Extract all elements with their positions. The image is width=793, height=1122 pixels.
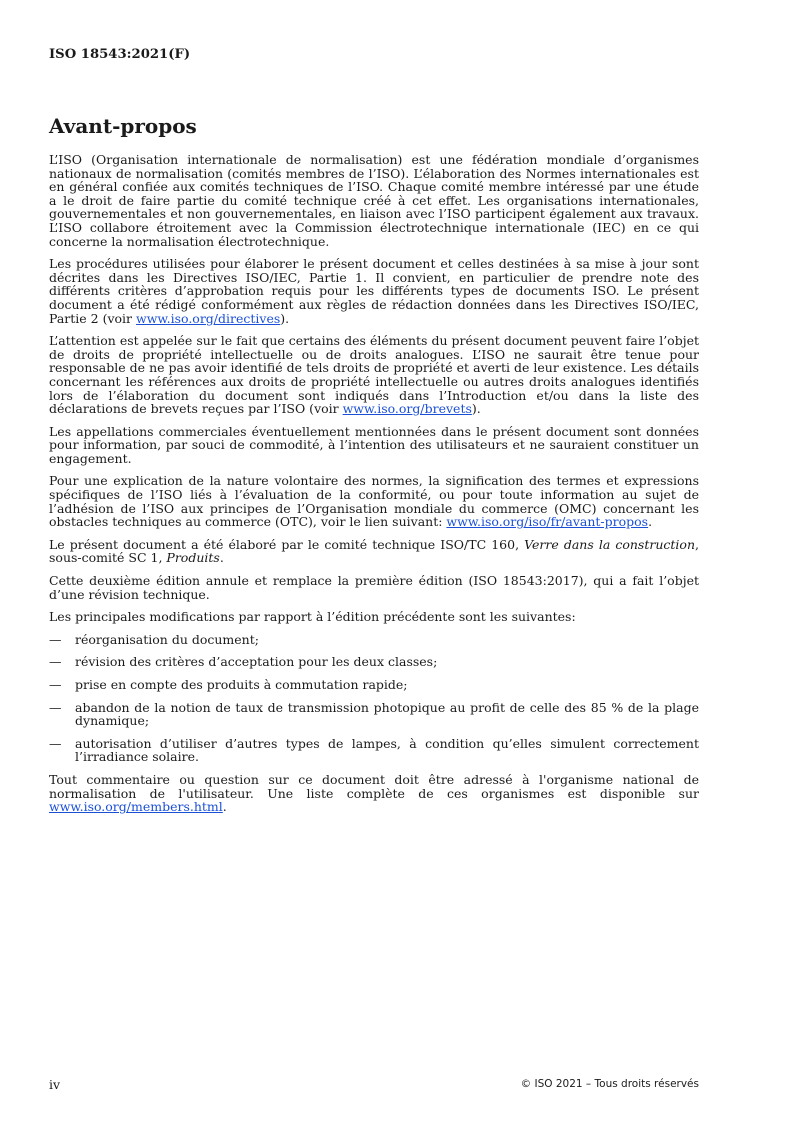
foreword-body — [49, 153, 699, 823]
members-link[interactable]: www.iso.org/members.html — [49, 799, 223, 815]
paragraph-5 — [49, 474, 699, 528]
list-item — [49, 737, 699, 764]
paragraph-5-end: . — [648, 514, 653, 530]
paragraph-2 — [49, 257, 699, 325]
list-item — [49, 655, 699, 669]
paragraph-6 — [49, 538, 699, 565]
paragraph-6-mid: , sous-comité SC 1, — [49, 536, 699, 566]
page-number: iv — [49, 1077, 61, 1092]
list-item-text: révision des critères d’acceptation pour les deux classes; — [75, 654, 438, 670]
paragraph-5-text: Pour une explication de la nature volontaire des normes, la signification des termes et expressions spécifiques de l’ISO liés à l’évaluation de la conformité, ou pour toute information au sujet de l’adhésion de l’ISO aux principes de l’Organisation mondiale du commerce (OMC) concernant les obstacles techniques au commerce (OTC), voir le lien suivant: — [49, 473, 699, 530]
list-item — [49, 633, 699, 647]
paragraph-3 — [49, 334, 699, 416]
document-id: ISO 18543:2021(F) — [49, 47, 191, 62]
paragraph-6-text: Le présent document a été élaboré par le comité technique ISO/TC 160, — [49, 536, 525, 552]
list-item-text: autorisation d’utiliser d’autres types de lampes, à condition qu’elles simulent correctement l’irradiance solaire. — [75, 735, 699, 765]
list-item-text: abandon de la notion de taux de transmission photopique au profit de celle des 85 % de la plage dynamique; — [75, 699, 699, 729]
list-item-text: prise en compte des produits à commutation rapide; — [75, 677, 408, 692]
paragraph-8: Les principales modifications par rapport à l’édition précédente sont les suivantes: — [49, 609, 576, 625]
paragraph-9-end: . — [222, 799, 227, 815]
subcommittee-name: Produits — [166, 550, 220, 566]
paragraph-9-text: Tout commentaire ou question sur ce document doit être adressé à l'organisme national de normalisation de l'utilisateur. Une liste complète de ces organismes est disponible sur — [49, 771, 699, 801]
list-item — [49, 678, 699, 692]
foreword-link[interactable]: www.iso.org/iso/fr/avant-propos — [446, 514, 649, 530]
directives-link[interactable]: www.iso.org/directives — [136, 310, 281, 326]
list-dash: — — [49, 735, 62, 751]
patents-link[interactable]: www.iso.org/brevets — [342, 401, 472, 417]
paragraph-2-text: Les procédures utilisées pour élaborer le présent document et celles destinées à sa mise à jour sont décrites dans les Directives ISO/IEC, Partie 1. Il convient, en particulier de prendre note des différents critères d’approbation requis pour les différents types de documents ISO. Le présent document a été rédigé conformément aux règles de rédaction données dans les Directives ISO/IEC, Partie 2 (voir — [49, 256, 699, 326]
paragraph-6-end: . — [219, 550, 224, 566]
committee-name: Verre dans la construction — [524, 536, 695, 552]
paragraph-4: Les appellations commerciales éventuellement mentionnées dans le présent document sont données pour information, par souci de commodité, à l’intention des utilisateurs et ne sauraient constituer un engagement. — [49, 423, 699, 466]
list-dash: — — [49, 699, 62, 715]
list-dash: — — [49, 654, 62, 670]
list-dash: — — [49, 631, 62, 647]
paragraph-9 — [49, 773, 699, 814]
paragraph-7: Cette deuxième édition annule et remplace la première édition (ISO 18543:2017), qui a fait l’objet d’une révision technique. — [49, 573, 699, 602]
list-item — [49, 701, 699, 728]
paragraph-3-end: ). — [471, 401, 481, 417]
list-dash: — — [49, 677, 62, 692]
list-item-text: réorganisation du document; — [75, 631, 259, 647]
paragraph-1: L’ISO (Organisation internationale de normalisation) est une fédération mondiale d’organismes nationaux de normalisation (comités membres de l’ISO). L’élaboration des Normes internationales est en général confiée aux comités techniques de l’ISO. Chaque comité membre intéressé par une étude a le droit de faire partie du comité technique créé à cet effet. Les organisations internationales, gouvernementales et non gouvernementales, en liaison avec l’ISO participent également aux travaux. L’ISO collabore étroitement avec la Commission électrotechnique internationale (IEC) en ce qui concerne la normalisation électrotechnique. — [49, 152, 699, 249]
paragraph-2-end: ). — [280, 310, 290, 326]
copyright-notice: © ISO 2021 – Tous droits réservés — [520, 1078, 699, 1090]
section-title: Avant-propos — [49, 114, 197, 138]
paragraph-3-text: L’attention est appelée sur le fait que certains des éléments du présent document peuvent faire l’objet de droits de propriété intellectuelle ou de droits analogues. L’ISO ne saurait être tenue pour responsable de ne pas avoir identifié de tels droits de propriété et averti de leur existence. Les détails concernant les références aux droits de propriété intellectuelle ou autres droits analogues identifiés lors de l’élaboration du document sont indiqués dans l’Introduction et/ou dans la liste des déclarations de brevets reçues par l’ISO (voir — [49, 333, 699, 417]
